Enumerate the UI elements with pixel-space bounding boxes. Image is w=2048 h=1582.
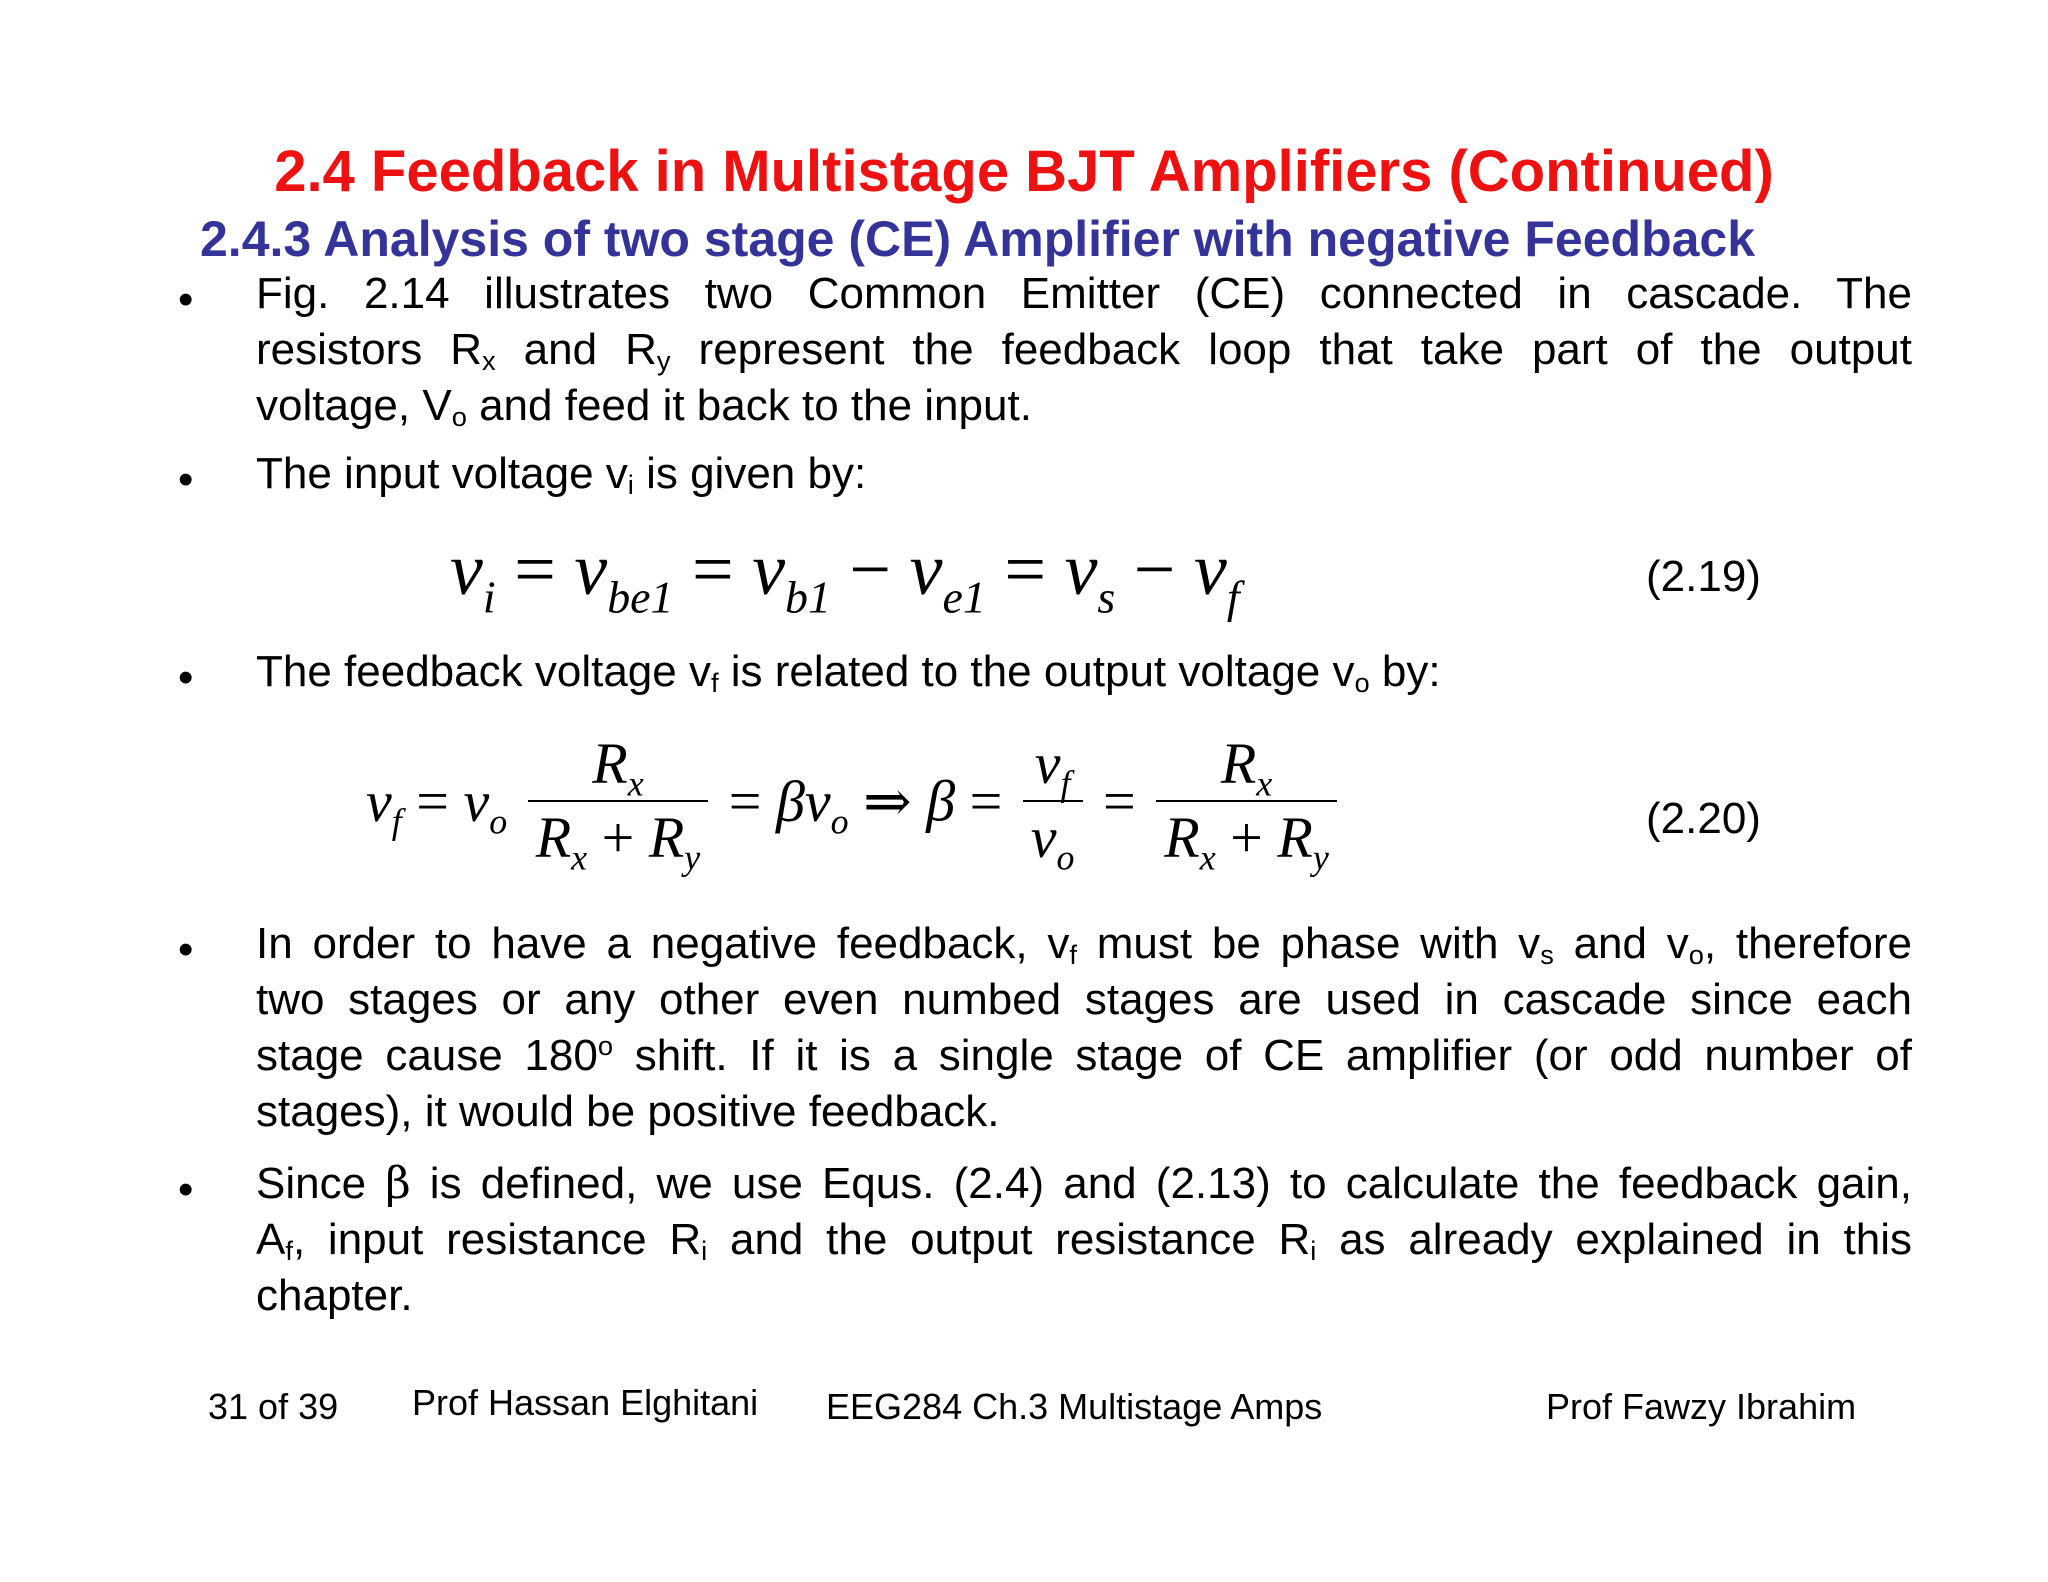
footer-author-right: Prof Fawzy Ibrahim xyxy=(1546,1386,1857,1427)
footer-page-number: 31 of 39 xyxy=(208,1386,339,1427)
equation-number: (2.20) xyxy=(1646,794,1761,843)
text-line: The input voltage $v_i$ is given by: xyxy=(256,449,867,500)
bullet-paragraph-4 xyxy=(256,916,1912,1140)
footer-course: EEG284 Ch.3 Multistage Amps xyxy=(826,1386,1323,1427)
bullet-marker: • xyxy=(178,275,194,324)
text-line: voltage, $V_o$ and feed it back to the input. xyxy=(256,381,1032,432)
equation-2-19: $v_i = v_{be1} = v_{b1} - v_{e1} = v_s - v_f$ xyxy=(450,529,1240,623)
text-line: stages), it would be positive feedback. xyxy=(256,1087,1000,1136)
text-line: Since β is defined, we use Equs. (2.4) and (2.13) to calculate the feedback gain, xyxy=(256,1158,1912,1209)
footer-author-left: Prof Hassan Elghitani xyxy=(412,1382,759,1423)
bullet-paragraph-5 xyxy=(256,1156,1912,1324)
text-line: The feedback voltage $v_f$ is related to the output voltage $v_o$ by: xyxy=(256,647,1441,698)
text-line: In order to have a negative feedback, $v_f$ must be phase with $v_s$ and $v_o$, therefore xyxy=(256,919,1913,970)
fraction-rx-over-sum: $\frac{R_x}{R_x + R_y}$ xyxy=(1156,728,1337,874)
slide-title: 2.4 Feedback in Multistage BJT Amplifiers (Continued) xyxy=(274,139,1774,204)
bullet-marker: • xyxy=(178,455,194,504)
equation-number: (2.19) xyxy=(1646,552,1761,601)
text-line: stage cause 180$^o$ shift. If it is a single stage of CE amplifier (or odd number of xyxy=(256,1030,1912,1080)
text-line: Fig. 2.14 illustrates two Common Emitter (CE) connected in cascade. The xyxy=(256,269,1912,318)
text-line: chapter. xyxy=(256,1271,413,1320)
fraction-rx-over-sum: $\frac{R_x}{R_x + R_y}$ xyxy=(528,728,709,874)
equation-2-20: $v_f = v_o$ $\frac{R_x}{R_x + R_y}$ = $\beta v_o$ ⇒ β = $\frac{v_f}{v_o}$ = $\frac{R_x}{R_x + R_y}$ xyxy=(366,728,1343,908)
bullet-marker: • xyxy=(178,925,194,974)
bullet-paragraph-2 xyxy=(256,446,1912,502)
bullet-paragraph-1 xyxy=(256,266,1912,434)
text-line: $A_f$, input resistance $R_i$ and the output resistance $R_i$ as already explained in this xyxy=(256,1215,1913,1266)
text-line: resistors $R_x$ and $R_y$ represent the feedback loop that take part of the output xyxy=(256,325,1912,376)
fraction-vf-over-vo: $\frac{v_f}{v_o}$ xyxy=(1023,728,1083,874)
slide-subtitle: 2.4.3 Analysis of two stage (CE) Amplifier with negative Feedback xyxy=(200,211,1756,267)
text-line: two stages or any other even numbed stages are used in cascade since each xyxy=(256,975,1912,1024)
bullet-paragraph-3 xyxy=(256,644,1912,700)
bullet-marker: • xyxy=(178,653,194,702)
bullet-marker: • xyxy=(178,1165,194,1214)
